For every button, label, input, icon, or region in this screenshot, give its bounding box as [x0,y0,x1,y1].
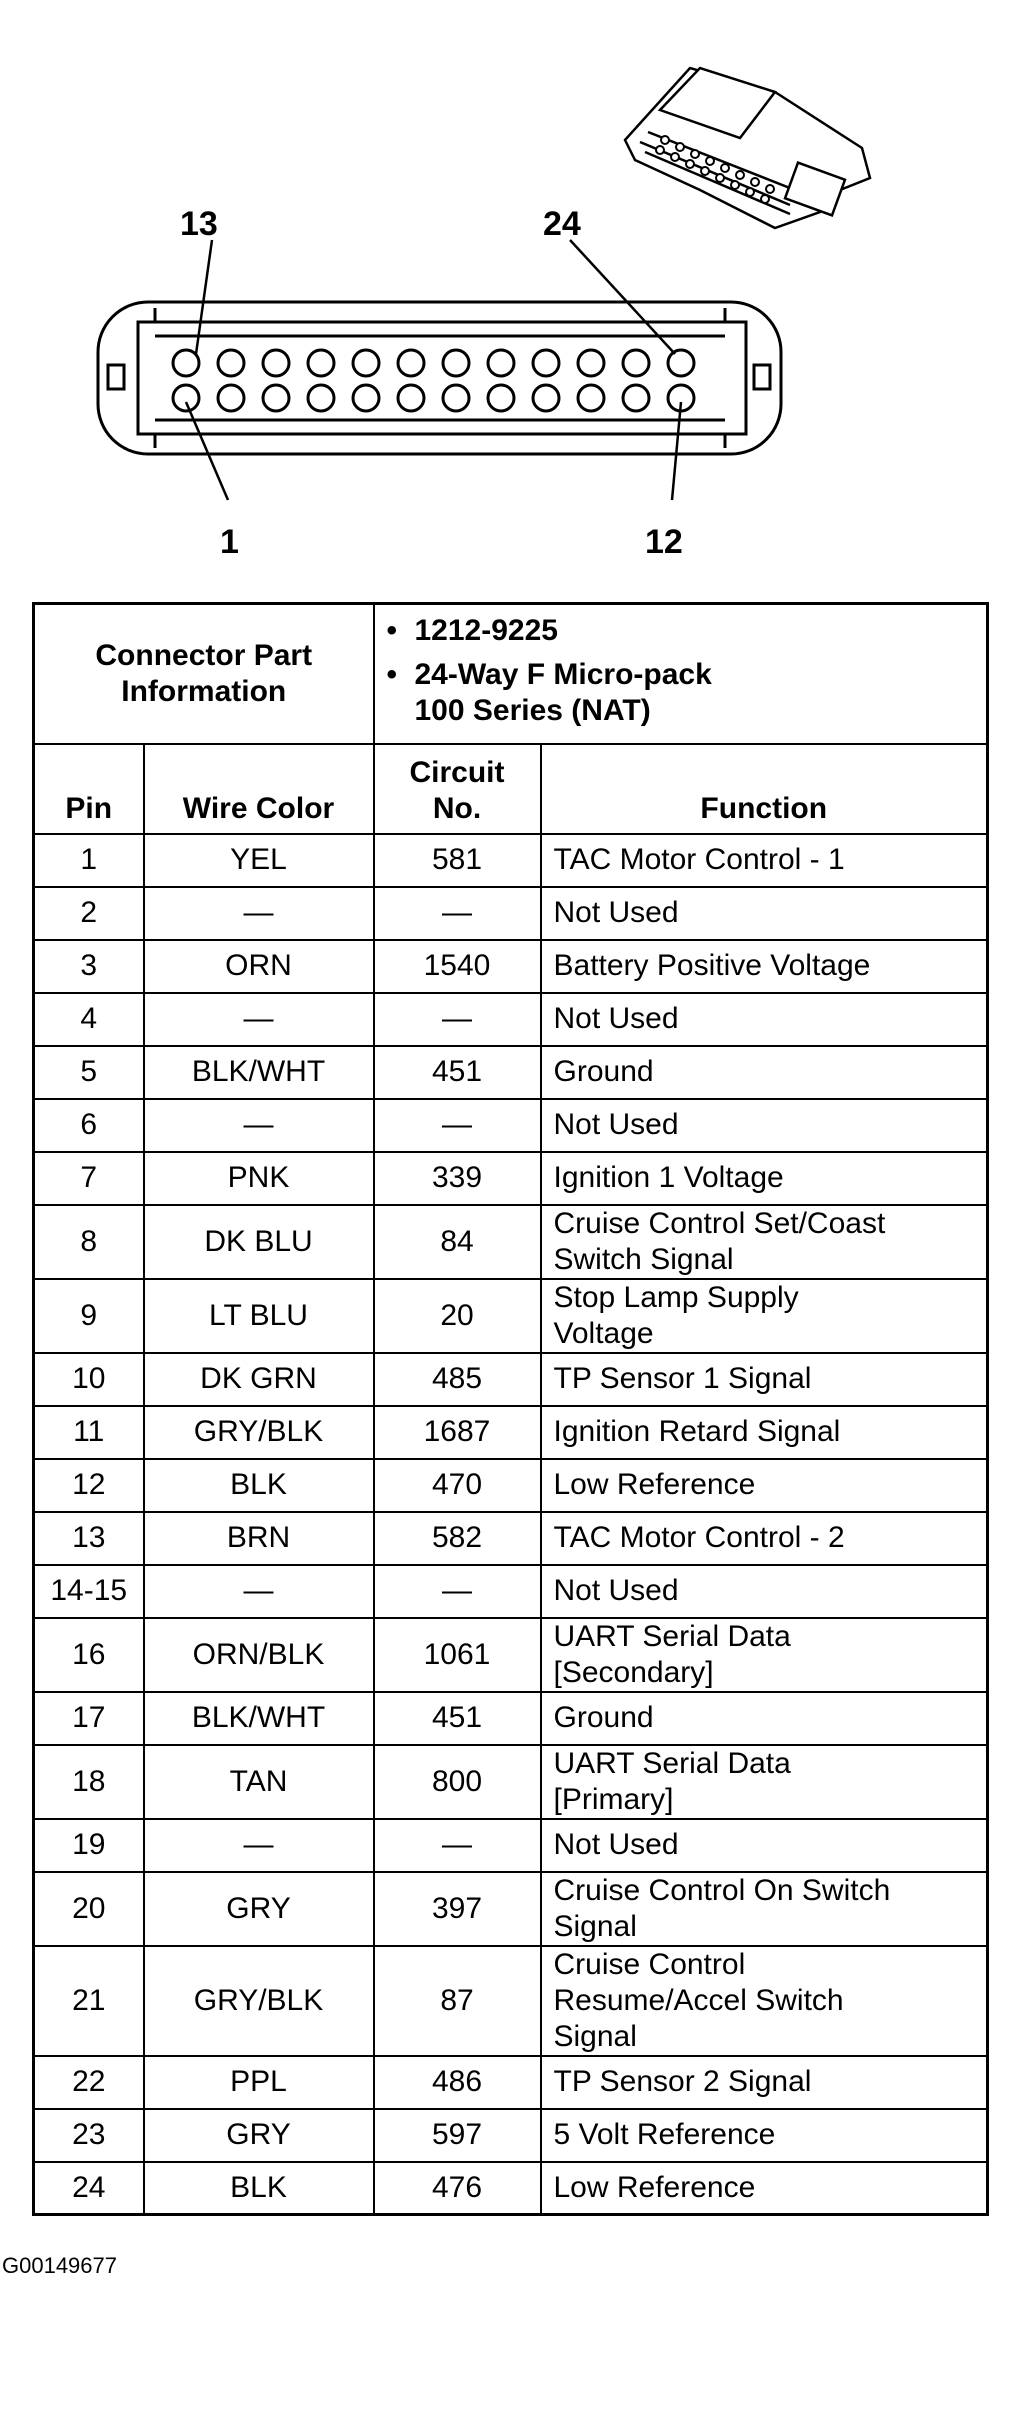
function-line: Cruise Control Set/Coast [553,1206,886,1240]
pin-hole [263,350,289,376]
pin-hole [218,385,244,411]
function-cell [541,1872,988,1946]
table-row [34,887,988,940]
wire-color-cell: — [144,1565,374,1618]
pin-hole [623,385,649,411]
pin-hole [668,350,694,376]
pin-hole [173,385,199,411]
circuit-cell: 582 [374,1512,541,1565]
pin-hole [398,350,424,376]
pin-hole [173,350,199,376]
circuit-cell: 476 [374,2162,541,2215]
col-header-wire-color: Wire Color [144,744,374,834]
pin-hole [533,350,559,376]
wire-color-cell: TAN [144,1745,374,1819]
function-cell [541,1406,988,1459]
col-header-pin: Pin [34,744,144,834]
col-header-function: Function [541,744,988,834]
function-line: Not Used [553,896,679,929]
function-cell [541,887,988,940]
function-line: UART Serial Data [553,1619,791,1653]
pin-cell: 13 [34,1512,144,1565]
wire-color-cell: DK BLU [144,1205,374,1279]
wire-color-cell: GRY [144,1872,374,1946]
table-row [34,1512,988,1565]
pin-cell: 1 [34,834,144,887]
pin-cell: 4 [34,993,144,1046]
function-cell [541,834,988,887]
function-line: [Secondary] [553,1655,714,1689]
circuit-cell: — [374,1819,541,1872]
wire-color-cell: PNK [144,1152,374,1205]
pin-cell: 20 [34,1872,144,1946]
function-cell [541,1279,988,1353]
wire-color-cell: YEL [144,834,374,887]
pin-cell: 10 [34,1353,144,1406]
pin-hole [443,350,469,376]
table-row [34,1565,988,1618]
function-line: Switch Signal [553,1242,734,1276]
table-row [34,1459,988,1512]
pin-hole [263,385,289,411]
function-cell [541,1512,988,1565]
function-line: Ground [553,1055,654,1088]
column-header-row [34,744,988,834]
circuit-cell: 84 [374,1205,541,1279]
connector-part-info-title: Connector Part Information [34,604,374,744]
table-row [34,1946,988,2056]
pin-hole [488,350,514,376]
pin-label-24: 24 [543,205,581,243]
function-cell [541,1692,988,1745]
wire-color-cell: — [144,887,374,940]
table-row [34,1279,988,1353]
circuit-cell: 485 [374,1353,541,1406]
pin-label-13: 13 [180,205,218,243]
pin-label-12: 12 [645,523,683,561]
pin-cell: 19 [34,1819,144,1872]
function-line: TP Sensor 1 Signal [553,1362,812,1395]
function-cell [541,1152,988,1205]
connector-3d-illustration [625,68,870,228]
pin-cell: 5 [34,1046,144,1099]
function-cell [541,2109,988,2162]
table-row [34,1046,988,1099]
circuit-cell: 1061 [374,1618,541,1692]
pin-hole [353,350,379,376]
table-row [34,1692,988,1745]
function-line: Stop Lamp Supply [553,1280,799,1314]
wire-color-cell: PPL [144,2056,374,2109]
function-cell [541,1819,988,1872]
pin-hole [488,385,514,411]
pin-cell: 18 [34,1745,144,1819]
circuit-cell: 20 [374,1279,541,1353]
circuit-cell: 397 [374,1872,541,1946]
function-cell [541,1099,988,1152]
function-cell [541,1353,988,1406]
pin-hole [533,385,559,411]
pin-hole [308,350,334,376]
wire-color-cell: BLK [144,2162,374,2215]
function-line: Not Used [553,1108,679,1141]
wire-color-cell: — [144,993,374,1046]
function-line: Not Used [553,1828,679,1861]
wire-color-cell: GRY/BLK [144,1946,374,2056]
pin-cell: 16 [34,1618,144,1692]
wire-color-cell: ORN/BLK [144,1618,374,1692]
circuit-cell: 1540 [374,940,541,993]
function-cell [541,2056,988,2109]
pin-cell: 14-15 [34,1565,144,1618]
wire-color-cell: — [144,1099,374,1152]
function-line: Ground [553,1701,654,1734]
table-row [34,1872,988,1946]
circuit-cell: — [374,1099,541,1152]
function-line: [Primary] [553,1782,674,1816]
table-row [34,2056,988,2109]
table-row [34,1618,988,1692]
function-line: Ignition Retard Signal [553,1415,841,1448]
function-cell [541,1459,988,1512]
function-cell [541,993,988,1046]
function-line: Resume/Accel Switch [553,1983,844,2017]
pin-cell: 23 [34,2109,144,2162]
circuit-cell: 597 [374,2109,541,2162]
figure-id: G00149677 [2,2253,117,2278]
circuit-cell: 1687 [374,1406,541,1459]
function-line: Signal [553,2019,637,2053]
table-row [34,1353,988,1406]
table-row [34,2109,988,2162]
pin-hole [578,385,604,411]
function-cell [541,1946,988,2056]
pin-cell: 2 [34,887,144,940]
wire-color-cell: BLK [144,1459,374,1512]
function-line: 5 Volt Reference [553,2118,776,2151]
circuit-cell: 451 [374,1692,541,1745]
function-line: TAC Motor Control - 1 [553,843,845,876]
pin-cell: 11 [34,1406,144,1459]
function-line: Low Reference [553,2170,756,2204]
circuit-cell: 87 [374,1946,541,2056]
pin-cell: 7 [34,1152,144,1205]
table-row [34,1406,988,1459]
function-cell [541,1205,988,1279]
connector-description-2: 100 Series (NAT) [414,694,651,727]
function-line: TAC Motor Control - 2 [553,1521,845,1554]
circuit-cell: 339 [374,1152,541,1205]
circuit-cell: 800 [374,1745,541,1819]
pin-hole [398,385,424,411]
table-row [34,993,988,1046]
circuit-cell: 486 [374,2056,541,2109]
table-row [34,940,988,993]
function-cell [541,1565,988,1618]
wire-color-cell: — [144,1819,374,1872]
wire-color-cell: GRY [144,2109,374,2162]
connector-description-1: 24-Way F Micro-pack [414,658,712,691]
function-line: Not Used [553,1574,679,1607]
pin-label-1: 1 [220,523,239,561]
function-line: Cruise Control [553,1947,746,1981]
pin-cell: 3 [34,940,144,993]
function-line: Signal [553,1909,637,1943]
function-line: TP Sensor 2 Signal [553,2065,812,2098]
function-line: UART Serial Data [553,1746,791,1780]
circuit-cell: — [374,993,541,1046]
wire-color-cell: BLK/WHT [144,1046,374,1099]
function-cell [541,940,988,993]
wire-color-cell: DK GRN [144,1353,374,1406]
function-cell [541,1618,988,1692]
table-row [34,834,988,887]
circuit-cell: 470 [374,1459,541,1512]
circuit-cell: — [374,1565,541,1618]
connector-part-details: • 1212-9225 • 24-Way F Micro-pack 100 Series (NAT) [374,604,988,744]
wire-color-cell: LT BLU [144,1279,374,1353]
pin-cell: 9 [34,1279,144,1353]
function-line: Battery Positive Voltage [553,949,871,982]
table-row [34,1745,988,1819]
connector-part-number: 1212-9225 [414,614,558,647]
connector-pinout-table [32,602,989,2216]
pin-hole [443,385,469,411]
pin-hole [578,350,604,376]
table-row [34,2162,988,2215]
pin-hole [353,385,379,411]
pin-cell: 8 [34,1205,144,1279]
table-row [34,1819,988,1872]
pin-cell: 22 [34,2056,144,2109]
col-header-circuit: Circuit No. [374,744,541,834]
function-cell [541,1046,988,1099]
table-row [34,1205,988,1279]
pin-hole [218,350,244,376]
pin-cell: 17 [34,1692,144,1745]
circuit-cell: — [374,887,541,940]
circuit-cell: 581 [374,834,541,887]
connector-info-row [34,604,988,744]
function-line: Cruise Control On Switch [553,1873,891,1907]
table-row [34,1099,988,1152]
wire-color-cell: BRN [144,1512,374,1565]
table-row [34,1152,988,1205]
function-line: Low Reference [553,1468,756,1501]
circuit-cell: 451 [374,1046,541,1099]
function-line: Not Used [553,1002,679,1035]
function-line: Ignition 1 Voltage [553,1161,784,1194]
pin-cell: 6 [34,1099,144,1152]
pin-cell: 24 [34,2162,144,2215]
connector-diagram [0,0,1019,590]
function-cell [541,2162,988,2215]
wire-color-cell: BLK/WHT [144,1692,374,1745]
wire-color-cell: ORN [144,940,374,993]
pin-hole [623,350,649,376]
wire-color-cell: GRY/BLK [144,1406,374,1459]
pin-hole [308,385,334,411]
function-cell [541,1745,988,1819]
pin-cell: 12 [34,1459,144,1512]
pin-cell: 21 [34,1946,144,2056]
function-line: Voltage [553,1316,654,1350]
